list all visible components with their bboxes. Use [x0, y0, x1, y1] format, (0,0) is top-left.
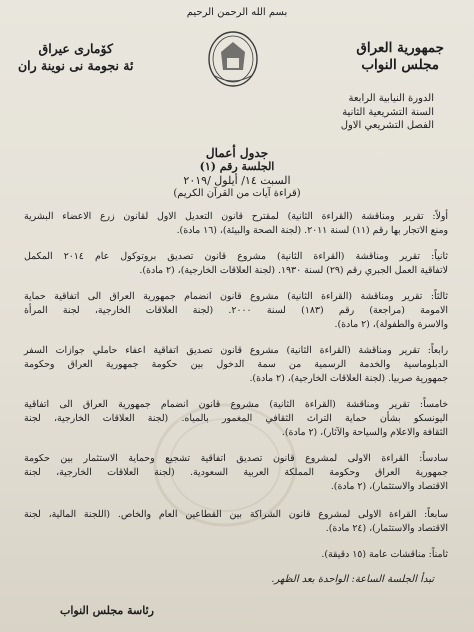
opening-note: (قراءة آيات من القرآن الكريم) — [173, 188, 301, 199]
item-line: الاقتصاد والاستثمار)، (٢٤ مادة). — [325, 523, 448, 534]
item-line: سابعاً: القراءة الاولى لمشروع قانون الشراكة بين القطاعين العام والخاص. (اللجنة المالية، لجنة — [24, 509, 448, 520]
agenda-item-1 — [24, 210, 448, 238]
item-line: الدبلوماسية والخدمة الرسمية من سمة الدخول بين حكومة جمهورية العراق وحكومة — [24, 359, 448, 370]
item-line: خامساً: تقرير ومناقشة (القراءة الثانية) مشروع قانون انضمام جمهورية العراق الى اتفاقية — [24, 399, 448, 410]
item-line: أولاً: تقرير ومناقشة (القراءة الثانية) لمقترح قانون التعديل الاول لقانون زرع الاعضاء البشرية — [24, 211, 448, 222]
agenda-title: جدول أعمال — [205, 146, 269, 160]
signature: رئاسة مجلس النواب — [60, 604, 154, 617]
session-number: الجلسة رقم (١) — [199, 160, 275, 173]
basmala: بسم الله الرحمن الرحيم — [186, 7, 288, 18]
session-date: السبت ١٤/ أيلول /٢٠١٩ — [183, 174, 291, 187]
header-left-line2: ئة نجومة نى نوينة ران — [18, 58, 134, 73]
agenda-item-5 — [24, 398, 448, 440]
item-line: ثانياً: تقرير ومناقشة (القراءة الثانية) مشروع قانون تصديق بروتوكول عام ٢٠١٤ المكمل — [24, 251, 448, 262]
agenda-item-2 — [24, 250, 448, 278]
item-line: الثقافة والاعلام والسياحة والآثار)، (٢ مادة). — [281, 427, 448, 438]
item-line: ثامناً: مناقشات عامة (١٥ دقيقة). — [321, 549, 448, 560]
session-line3: الفصل التشريعي الاول — [340, 120, 434, 131]
session-line1: الدورة النيابية الرابعة — [348, 93, 434, 104]
agenda-item-8 — [24, 548, 448, 562]
agenda-item-6 — [24, 452, 448, 494]
item-line: اليونسكو بشأن حماية التراث الثقافي المغمور بالمياه. (لجنة العلاقات الخارجية، لجنة — [24, 413, 448, 424]
agenda-item-3 — [24, 290, 448, 332]
agenda-item-4 — [24, 344, 448, 386]
session-info — [341, 92, 434, 133]
agenda-item-7 — [24, 508, 448, 536]
header-right-line2: مجلس النواب — [361, 57, 440, 73]
parliament-emblem-icon — [197, 28, 269, 90]
item-line: والاسرة والطفولة)، (٢ مادة). — [334, 319, 448, 330]
header-right — [356, 40, 444, 74]
header-right-line1: جمهورية العراق — [356, 40, 444, 56]
item-line: لاتفاقية العمل الجبري رقم (٢٩) لسنة ١٩٣٠. (لجنة العلاقات الخارجية)، (٢ مادة). — [139, 265, 448, 276]
item-line: جمهورية العراق وحكومة المملكة العربية السعودية. (لجنة العلاقات الخارجية، لجنة — [24, 467, 448, 478]
item-line: سادساً: القراءة الاولى لمشروع قانون تصديق اتفاقية تشجيع وحماية الاستثمار بين حكومة — [24, 453, 448, 464]
item-line: ومنع الاتجار بها رقم (١١) لسنة ٢٠١١. (لجنة الصحة والبيئة)، (١٦ مادة). — [176, 225, 448, 236]
item-line: جمهورية صربيا. (لجنة العلاقات الخارجية)، (٢ مادة). — [249, 373, 448, 384]
item-line: الامومة (مراجعة) رقم (١٨٣) لسنة ٢٠٠٠. (لجنة العلاقات الخارجية، لجنة المرأة — [24, 305, 448, 316]
header-left — [18, 40, 133, 74]
item-line: ثالثاً: تقرير ومناقشة (القراءة الثانية) مشروع قانون انضمام جمهورية العراق الى اتفاقية حماية — [24, 291, 448, 302]
session-start-note: تبدأ الجلسة الساعة: الواحدة بعد الظهر. — [271, 574, 434, 585]
item-line: رابعاً: تقرير ومناقشة (القراءة الثانية) مشروع قانون تصديق اتفاقية اعفاء حاملي جوازات السفر — [24, 345, 448, 356]
item-line: الاقتصاد والاستثمار)، (٢ مادة). — [330, 481, 448, 492]
header-left-line1: كۆمارى عيراق — [38, 41, 113, 56]
session-line2: السنة التشريعية الثانية — [342, 106, 434, 118]
